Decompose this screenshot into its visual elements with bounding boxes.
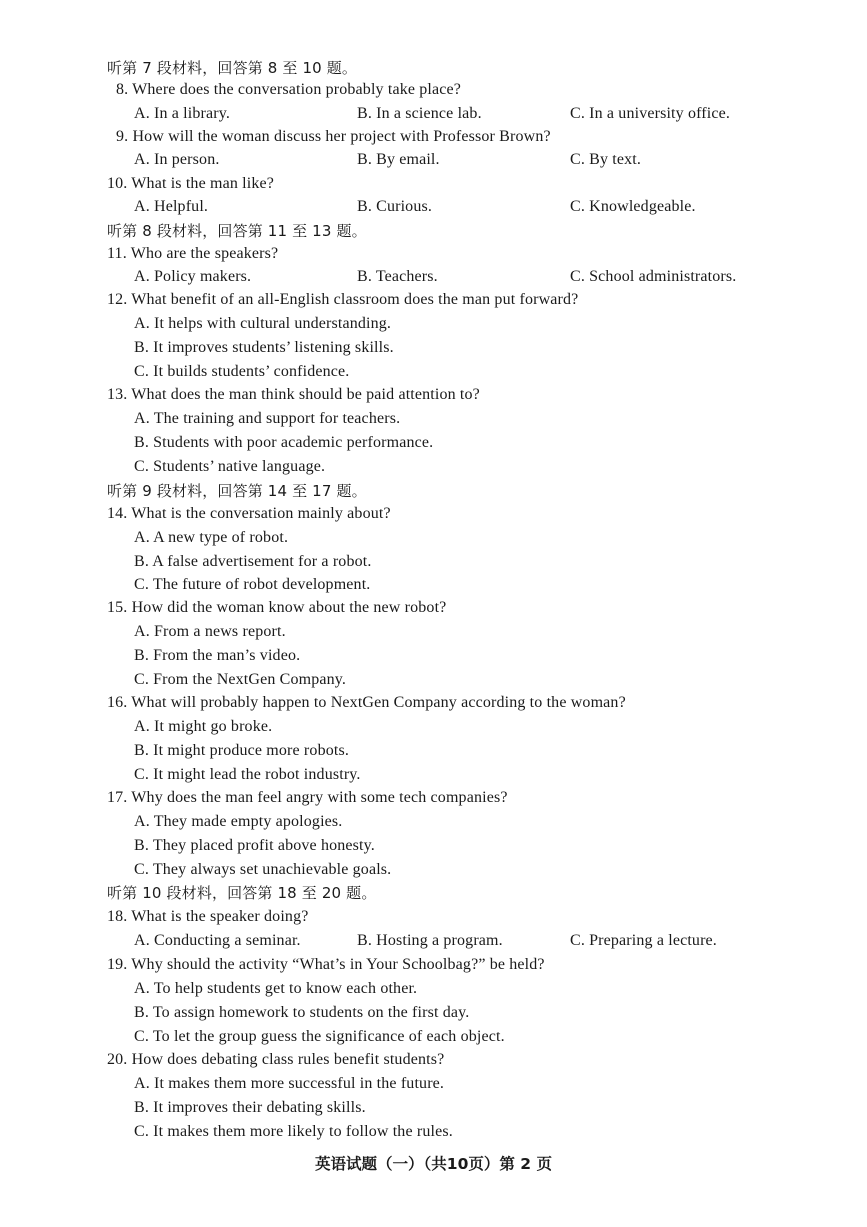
question-19: 19. Why should the activity “What’s in Your Schoolbag?” be held? [107,956,545,973]
page-footer: 英语试题（一）（共10页）第 2 页 [315,1155,552,1173]
q17-option-c: C. They always set unachievable goals. [134,861,392,878]
q20-option-a: A. It makes them more successful in the future. [134,1075,445,1092]
q8-option-b: B. In a science lab. [357,105,482,122]
q20-option-c: C. It makes them more likely to follow the rules. [134,1123,453,1140]
q16-option-a: A. It might go broke. [134,718,273,735]
q11-option-b: B. Teachers. [357,268,438,285]
q20-option-b: B. It improves their debating skills. [134,1099,366,1116]
q18-option-a: A. Conducting a seminar. [134,932,301,949]
question-13: 13. What does the man think should be paid attention to? [107,386,480,403]
q8-option-c: C. In a university office. [570,105,731,122]
q19-option-c: C. To let the group guess the significance of each object. [134,1028,505,1045]
section-header-10: 听第 10 段材料，回答第 18 至 20 题。 [107,884,377,902]
question-11: 11. Who are the speakers? [107,245,279,262]
question-12: 12. What benefit of an all-English classroom does the man put forward? [107,291,579,308]
q14-option-a: A. A new type of robot. [134,529,289,546]
question-9: 9. How will the woman discuss her project with Professor Brown? [116,128,551,145]
section-header-9: 听第 9 段材料，回答第 14 至 17 题。 [107,482,367,500]
q9-option-b: B. By email. [357,151,440,168]
q9-option-c: C. By text. [570,151,641,168]
question-17: 17. Why does the man feel angry with some tech companies? [107,789,508,806]
q10-option-a: A. Helpful. [134,198,209,215]
q18-option-b: B. Hosting a program. [357,932,503,949]
section-header-8: 听第 8 段材料，回答第 11 至 13 题。 [107,222,367,240]
q13-option-a: A. The training and support for teachers. [134,410,401,427]
q10-option-c: C. Knowledgeable. [570,198,696,215]
question-10: 10. What is the man like? [107,175,274,192]
q15-option-a: A. From a news report. [134,623,286,640]
q10-option-b: B. Curious. [357,198,432,215]
q17-option-b: B. They placed profit above honesty. [134,837,375,854]
q12-option-b: B. It improves students’ listening skills. [134,339,394,356]
q18-option-c: C. Preparing a lecture. [570,932,717,949]
q9-option-a: A. In person. [134,151,220,168]
q13-option-b: B. Students with poor academic performance. [134,434,434,451]
q12-option-c: C. It builds students’ confidence. [134,363,350,380]
q17-option-a: A. They made empty apologies. [134,813,343,830]
q8-option-a: A. In a library. [134,105,230,122]
q12-option-a: A. It helps with cultural understanding. [134,315,392,332]
q16-option-c: C. It might lead the robot industry. [134,766,361,783]
q11-option-a: A. Policy makers. [134,268,252,285]
q11-option-c: C. School administrators. [570,268,737,285]
section-header-7: 听第 7 段材料，回答第 8 至 10 题。 [107,59,358,77]
q19-option-a: A. To help students get to know each other. [134,980,418,997]
q14-option-c: C. The future of robot development. [134,576,371,593]
q16-option-b: B. It might produce more robots. [134,742,349,759]
question-15: 15. How did the woman know about the new robot? [107,599,447,616]
q13-option-c: C. Students’ native language. [134,458,326,475]
question-16: 16. What will probably happen to NextGen Company according to the woman? [107,694,626,711]
question-20: 20. How does debating class rules benefit students? [107,1051,445,1068]
question-18: 18. What is the speaker doing? [107,908,309,925]
question-8: 8. Where does the conversation probably take place? [116,81,461,98]
q15-option-c: C. From the NextGen Company. [134,671,347,688]
q19-option-b: B. To assign homework to students on the first day. [134,1004,470,1021]
q14-option-b: B. A false advertisement for a robot. [134,553,372,570]
q15-option-b: B. From the man’s video. [134,647,301,664]
question-14: 14. What is the conversation mainly about? [107,505,391,522]
